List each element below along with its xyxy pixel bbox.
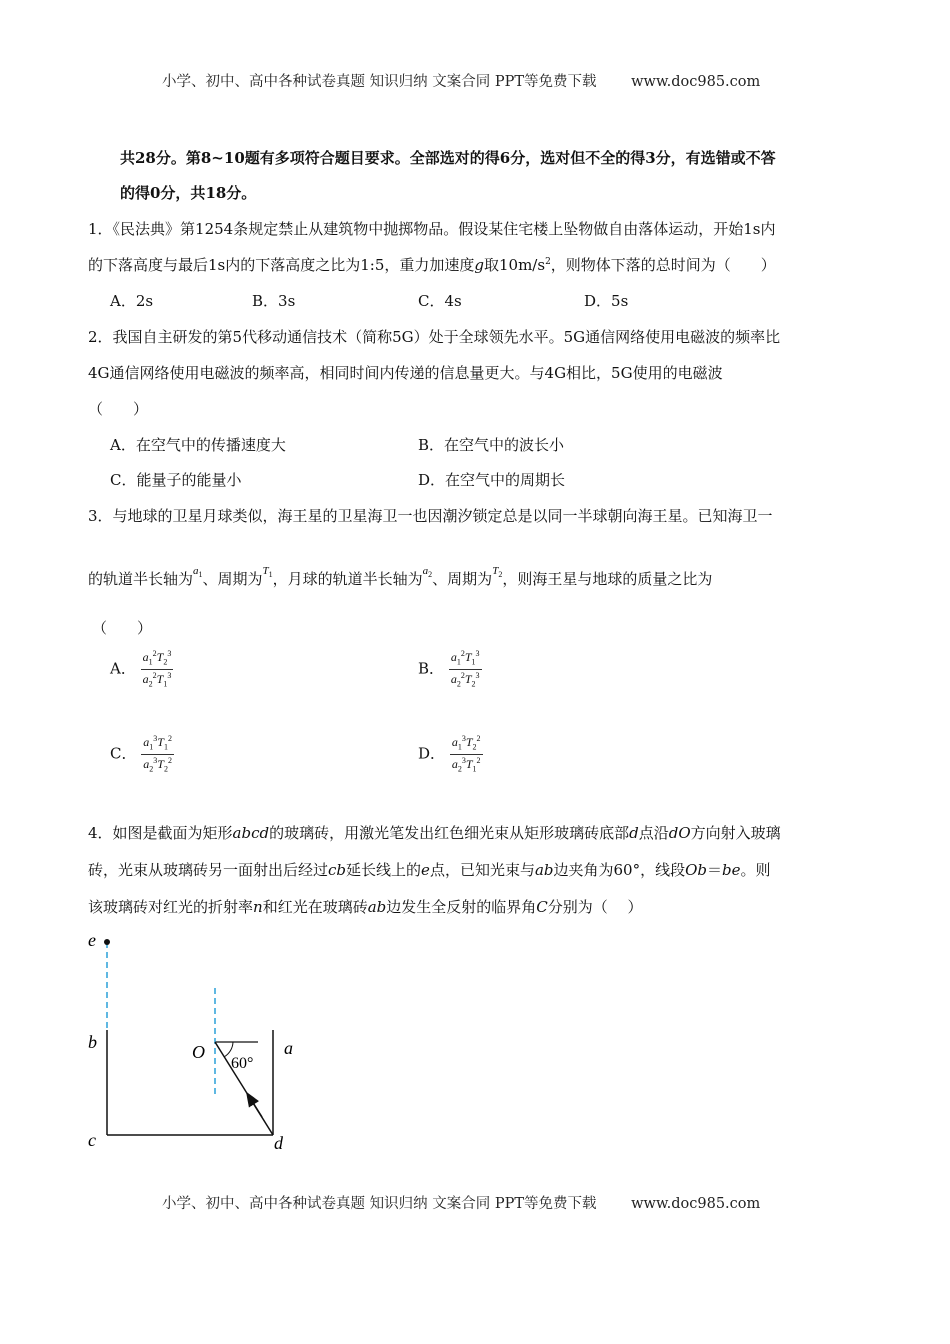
q3-text-a: 的轨道半长轴为 — [88, 570, 194, 588]
q3-text-d: 、周期为 — [432, 570, 493, 588]
q1-option-c[interactable]: C．4s — [418, 292, 462, 310]
q3-t1: T1 — [262, 565, 273, 580]
label-e: e — [88, 930, 96, 950]
q4-eq: ＝ — [707, 861, 723, 879]
header-text: 小学、初中、高中各种试卷真题 知识归纳 文案合同 PPT等免费下载 — [162, 74, 597, 90]
q3-a1: a1 — [193, 565, 203, 580]
q2-option-b[interactable]: B．在空气中的波长小 — [418, 436, 565, 454]
q1-text-a: 的下落高度与最后1s内的下落高度之比为1:5，重力加速度 — [88, 256, 475, 274]
q2-line-3: （ ） — [88, 400, 149, 418]
q3-line-3: （ ） — [92, 619, 153, 637]
q4-e: e — [421, 861, 430, 879]
point-e — [104, 939, 110, 945]
q4-t3b: 和红光在玻璃砖 — [262, 898, 368, 916]
q4-d: d — [629, 824, 639, 842]
page-footer — [162, 1192, 760, 1213]
label-b: b — [88, 1032, 97, 1052]
q3-option-c-fraction: $\frac{a_1^3T_1^2}{a_2^3T_2^2}$ — [143, 734, 172, 774]
q3-text-e: ，则海王星与地球的质量之比为 — [502, 570, 713, 588]
q4-be: be — [722, 861, 741, 879]
q1-g: g — [474, 256, 484, 274]
header-url: www.doc985.com — [631, 74, 761, 90]
footer-url: www.doc985.com — [631, 1196, 761, 1212]
q4-t2d: 边夹角为60°，线段 — [553, 861, 686, 879]
q4-t1c: 点沿 — [638, 824, 669, 842]
q2-option-a[interactable]: A．在空气中的传播速度大 — [110, 436, 286, 454]
q4-t3a: 该玻璃砖对红光的折射率 — [88, 898, 254, 916]
q4-Ob: Ob — [685, 861, 707, 879]
label-a: a — [284, 1038, 293, 1058]
q2-line-1: 2．我国自主研发的第5代移动通信技术（简称5G）处于全球领先水平。5G通信网络使用电磁波的频率比 — [88, 328, 781, 346]
q4-t2c: 点，已知光束与 — [429, 861, 535, 879]
q4-t2e: 。则 — [740, 861, 771, 879]
q4-t2a: 砖，光束从玻璃砖另一面射出后经过 — [88, 861, 329, 879]
q2-option-d[interactable]: D．在空气中的周期长 — [418, 471, 566, 489]
q4-ab: ab — [534, 861, 554, 879]
q4-cb: cb — [328, 861, 347, 879]
label-angle: 60° — [231, 1055, 254, 1072]
q3-text-b: 、周期为 — [202, 570, 263, 588]
q4-C: C — [536, 898, 548, 916]
q4-t1a: 4．如图是截面为矩形 — [88, 824, 233, 842]
q1-option-d[interactable]: D．5s — [584, 292, 629, 310]
q3-option-d-fraction: $\frac{a_1^3T_2^2}{a_2^3T_1^2}$ — [451, 734, 481, 774]
q3-option-b-fraction: $\frac{a_1^2T_1^3}{a_2^2T_2^3}$ — [450, 649, 480, 689]
ray-arrow — [250, 1098, 262, 1117]
q3-text-c: ，月球的轨道半长轴为 — [272, 570, 423, 588]
q3-line-1: 3．与地球的卫星月球类似，海王星的卫星海卫一也因潮汐锁定总是以同一半球朝向海王星。已知海卫一 — [88, 507, 773, 525]
q1-sup: 2 — [545, 257, 551, 267]
q4-t2b: 延长线上的 — [346, 861, 422, 879]
q2-line-2: 4G通信网络使用电磁波的频率高，相同时间内传递的信息量更大。与4G相比，5G使用的电磁波 — [88, 364, 723, 382]
q4-dO: dO — [668, 824, 691, 842]
q4-ab2: ab — [367, 898, 387, 916]
q1-option-a[interactable]: A．2s — [110, 292, 154, 310]
q1-text-b: 取10m/s — [484, 256, 546, 274]
intro-line-2: 的得0分，共18分。 — [120, 184, 257, 202]
label-O: O — [192, 1042, 205, 1062]
q1-line-1: 1．《民法典》第1254条规定禁止从建筑物中抛掷物品。假设某住宅楼上坠物做自由落体运动，开始1s内 — [88, 220, 776, 238]
label-c: c — [88, 1130, 96, 1150]
q3-option-a-label: A． — [110, 659, 136, 678]
q3-option-d-label: D． — [418, 744, 446, 763]
q2-option-c[interactable]: C．能量子的能量小 — [110, 471, 242, 489]
q3-option-b-label: B． — [418, 659, 445, 678]
q4-t3d: 分别为（ ） — [547, 898, 643, 916]
footer-text: 小学、初中、高中各种试卷真题 知识归纳 文案合同 PPT等免费下载 — [162, 1196, 597, 1212]
q3-a2: a2 — [422, 565, 433, 580]
q1-option-b[interactable]: B．3s — [252, 292, 296, 310]
label-d: d — [274, 1133, 283, 1153]
q3-t2: T2 — [492, 565, 503, 580]
q3-option-c-label: C． — [110, 744, 137, 763]
q4-t1b: 的玻璃砖，用激光笔发出红色细光束从矩形玻璃砖底部 — [269, 824, 630, 842]
q4-t3c: 边发生全反射的临界角 — [386, 898, 537, 916]
intro-line-1: 共28分。第8~10题有多项符合题目要求。全部选对的得6分，选对但不全的得3分，有选错或不答 — [120, 149, 776, 167]
q4-abcd: abcd — [232, 824, 270, 842]
q4-n: n — [253, 898, 263, 916]
q3-option-a-fraction: $\frac{a_1^2T_2^3}{a_2^2T_1^3}$ — [142, 649, 172, 689]
q4-t1d: 方向射入玻璃 — [690, 824, 781, 842]
q1-text-c: ，则物体下落的总时间为（ ） — [550, 256, 776, 274]
